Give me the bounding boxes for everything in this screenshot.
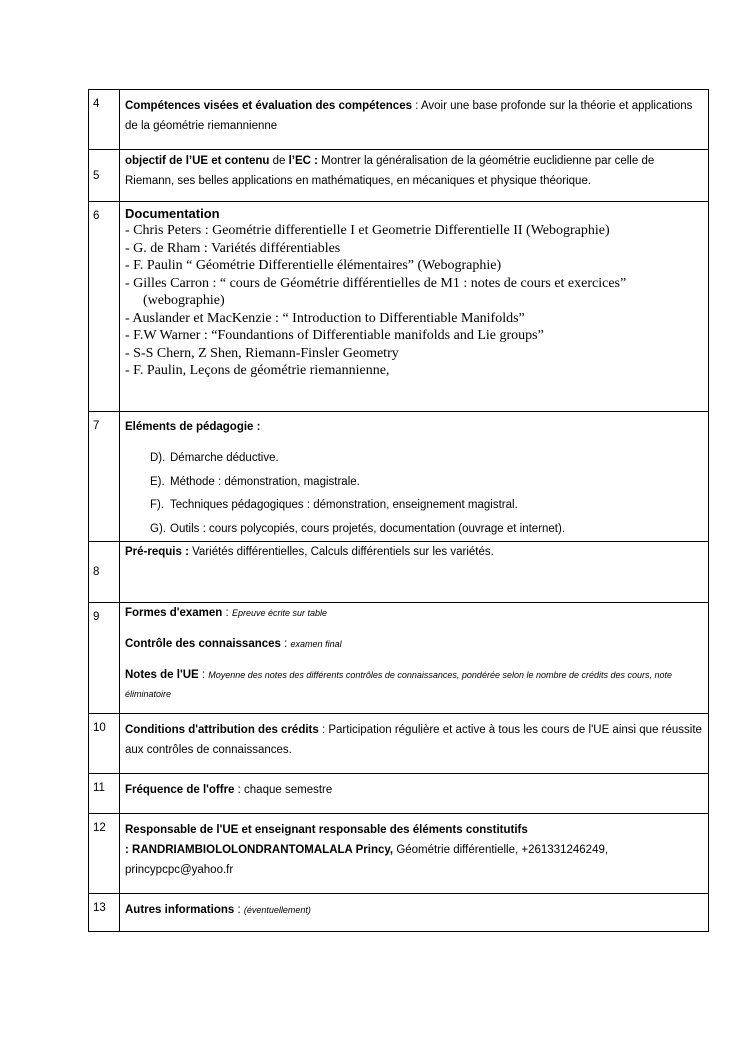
table-row [89, 774, 709, 814]
table-row [89, 150, 709, 202]
skills-cell [120, 90, 709, 150]
list-item [150, 518, 703, 542]
objective-ec-label: l’EC : [288, 155, 318, 167]
reference-item: - S-S Chern, Z Shen, Riemann-Finsler Geometry [125, 345, 399, 361]
responsible-label: Responsable de l'UE et enseignant responsable des éléments constitutifs [125, 824, 528, 836]
table-row [89, 412, 709, 542]
row-number: 8 [89, 542, 120, 603]
credits-text: : Participation régulière et active à tous les cours de l'UE ainsi que réussite aux contrôles de connaissances. [125, 724, 702, 756]
table-row [89, 542, 709, 603]
row-number: 12 [89, 814, 120, 894]
knowledge-check-label: Contrôle des connaissances [125, 638, 281, 650]
responsible-name: : RANDRIAMBIOLOLONDRANTOMALALA Princy, [125, 844, 394, 856]
row-number: 10 [89, 714, 120, 774]
list-item-text: Techniques pédagogiques : démonstration, enseignement magistral. [170, 499, 518, 511]
table-row [89, 90, 709, 150]
reference-item: - Auslander et MacKenzie : “ Introduction to Differentiable Manifolds” [125, 310, 525, 326]
pedagogy-list [125, 447, 703, 541]
row-number: 5 [89, 150, 120, 202]
credits-cell [120, 714, 709, 774]
reference-item: - Chris Peters : Geométrie differentielle I et Geometrie Differentielle II (Webographie) [125, 223, 610, 238]
reference-item: - Gilles Carron : “ cours de Géométrie différentielles de M1 : notes de cours et exercices” [125, 275, 627, 291]
reference-list [125, 222, 703, 380]
grades-label: Notes de l'UE [125, 669, 199, 681]
credits-label: Conditions d'attribution des crédits [125, 724, 319, 736]
objective-label: objectif de l’UE et contenu [125, 155, 270, 167]
exam-form-label: Formes d'examen [125, 607, 223, 619]
reference-item: - F.W Warner : “Foundantions of Differentiable manifolds and Lie groups” [125, 328, 544, 343]
pedagogy-cell [120, 412, 709, 542]
list-marker: D). [150, 452, 166, 464]
reference-item: - F. Paulin “ Géométrie Differentielle élémentaires” (Webographie) [125, 258, 502, 273]
other-info-label: Autres informations [125, 904, 235, 916]
list-item [150, 494, 703, 518]
row-number: 4 [89, 90, 120, 150]
row-number: 13 [89, 894, 120, 932]
responsible-email: princypcpc@yahoo.fr [125, 864, 234, 876]
prerequisites-label: Pré-requis : [125, 546, 189, 558]
frequency-label: Fréquence de l'offre [125, 784, 235, 796]
responsible-cell [120, 814, 709, 894]
other-info-cell: Autres informations : (éventuellement) [120, 894, 709, 932]
documentation-cell [120, 202, 709, 412]
objective-mid: de [269, 155, 289, 167]
list-marker: E). [150, 475, 165, 488]
list-item [150, 447, 703, 471]
table-row [89, 894, 709, 932]
frequency-text: : chaque semestre [234, 784, 333, 796]
prerequisites-cell [120, 542, 709, 603]
objective-cell [120, 150, 709, 202]
separator: : [411, 100, 421, 112]
reference-item: (webographie) [143, 293, 225, 308]
table-row [89, 714, 709, 774]
exam-cell: Formes d'examen : Epreuve écrite sur table Contrôle des connaissances : examen final Notes de l'UE : Moyenne des notes des différents contrôles de connaissances, pondérée selon le nombre de crédits des cours, note éliminatoire [120, 603, 709, 714]
row-number: 11 [89, 774, 120, 814]
list-marker: F). [150, 499, 165, 511]
frequency-cell [120, 774, 709, 814]
pedagogy-title: Eléments de pédagogie : [125, 421, 261, 433]
knowledge-check-value: examen final [290, 639, 342, 649]
row-number: 9 [89, 603, 120, 714]
other-info-value: (éventuellement) [243, 905, 311, 915]
table-row [89, 202, 709, 412]
list-item-text: Démarche déductive. [170, 452, 279, 464]
documentation-title: Documentation [125, 206, 220, 221]
list-item-text: Méthode : démonstration, magistrale. [170, 475, 360, 488]
table-row [89, 603, 709, 714]
row-number: 6 [89, 202, 120, 412]
responsible-details: Géométrie différentielle, +261331246249, [393, 844, 609, 856]
reference-item: - G. de Rham : Variétés différentiables [125, 240, 341, 256]
exam-form-value: Epreuve écrite sur table [231, 608, 327, 618]
list-marker: G). [150, 522, 166, 535]
skills-text: Avoir une base profonde sur la théorie et applications de la géométrie riemannienne [125, 100, 693, 132]
objective-text: Montrer la généralisation de la géométrie euclidienne par celle de Riemann, ses belles applications en mathématiques, en mécaniques et physique théorique. [125, 155, 655, 187]
list-item-text: Outils : cours polycopiés, cours projetés, documentation (ouvrage et internet). [170, 522, 566, 535]
skills-label: Compétences visées et évaluation des compétences [125, 100, 412, 112]
syllabus-table [88, 89, 709, 932]
row-number: 7 [89, 412, 120, 542]
prerequisites-text: Variétés différentielles, Calculs différentiels sur les variétés. [188, 546, 494, 558]
table-row [89, 814, 709, 894]
grades-value: Moyenne des notes des différents contrôles de connaissances, pondérée selon le nombre de crédits des cours, note éliminatoire [125, 670, 673, 699]
list-item [150, 471, 703, 495]
reference-item: - F. Paulin, Leçons de géométrie riemannienne, [125, 363, 390, 378]
